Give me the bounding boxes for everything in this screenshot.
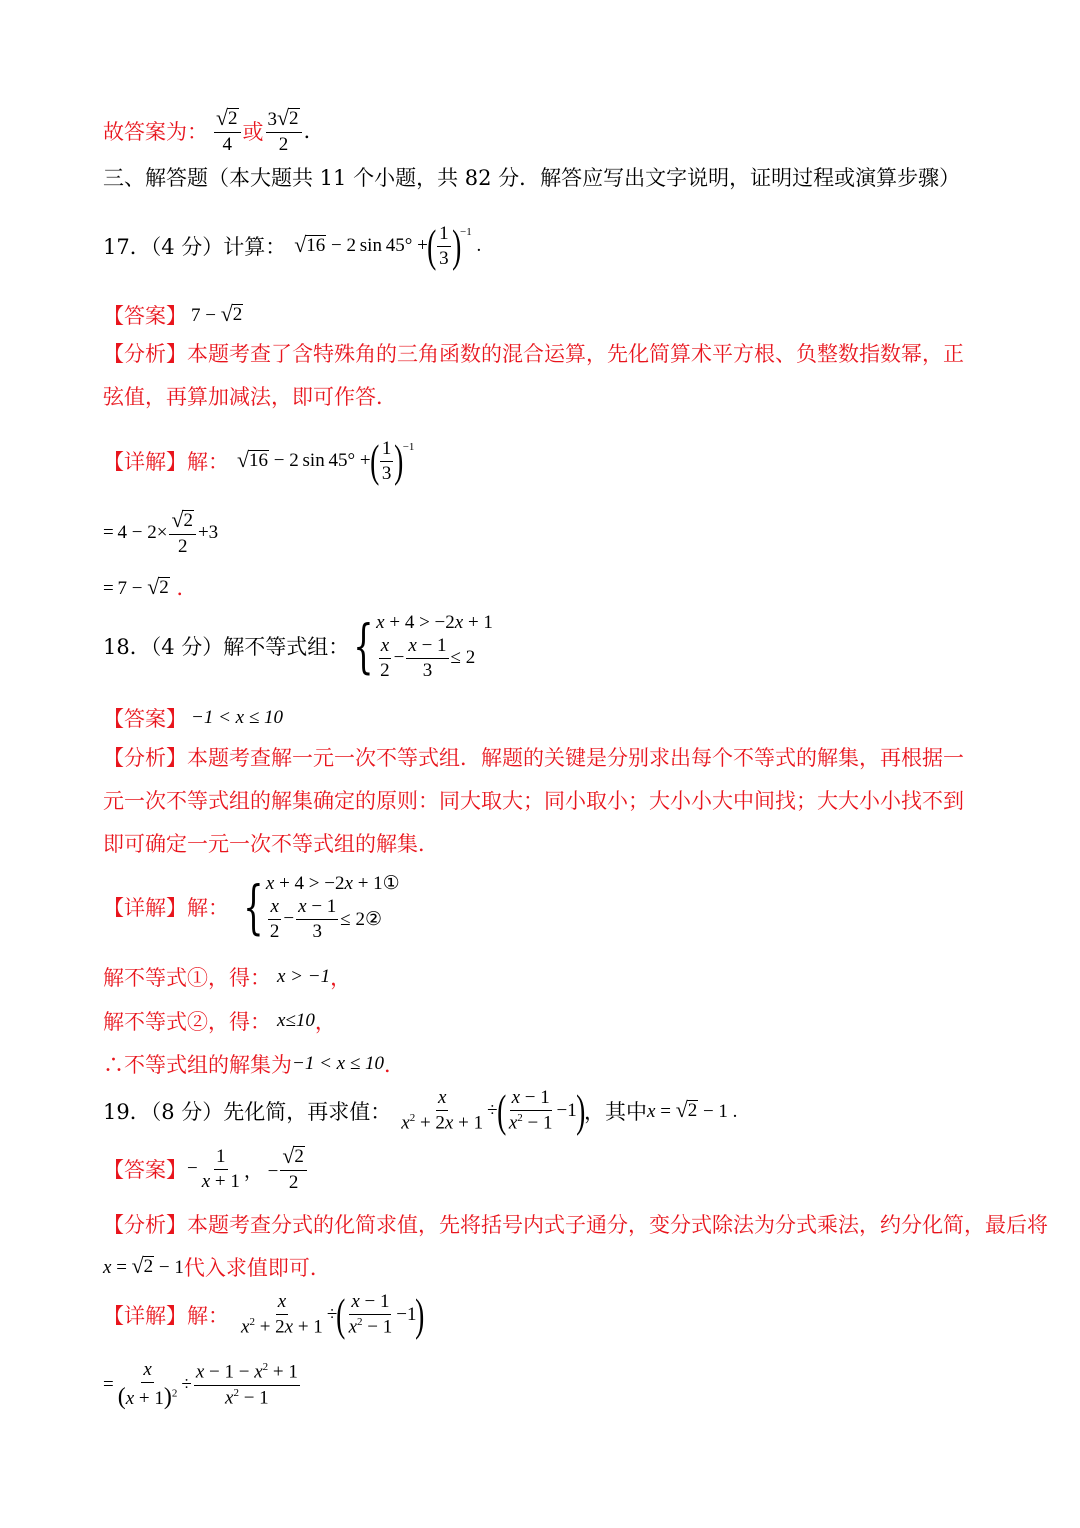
q18-step1-prefix: 解不等式①，得： bbox=[103, 966, 271, 990]
q17-answer-tag: 【答案】 bbox=[103, 304, 187, 328]
fraction-sqrt2-over-4: √ 2 4 bbox=[214, 108, 241, 155]
q18-detail-line: 【详解】 解： { x + 4 > −2x + 1① $\frac{x}{2}$ − $\frac{x - 1}{3}$ ≤ 2② bbox=[103, 872, 400, 942]
q18-conclusion-prefix: ∴不等式组的解集为 bbox=[103, 1053, 292, 1077]
q19-question bbox=[103, 1085, 738, 1136]
q19-analysis-line2 bbox=[103, 1252, 331, 1282]
q19-detail-prefix: 解： bbox=[187, 1304, 229, 1328]
q17-label: 17．（4 分）计算： bbox=[103, 235, 287, 259]
q19-analysis-text-2: 代入求值即可． bbox=[183, 1256, 331, 1280]
q18-answer-line bbox=[103, 703, 283, 733]
q18-analysis-text: 本题考查解一元一次不等式组．解题的关键是分别求出每个不等式的解集，再根据一元一次不等式组的解集确定的原则：同大取大；同小取小；大小小大中间找；大大小小找不到即可确定一元一次不等式组的解集． bbox=[103, 746, 964, 856]
q17-step2: = 7 − √ 2 . bbox=[103, 574, 184, 600]
q19-answer-line bbox=[103, 1146, 309, 1193]
previous-answer-line bbox=[103, 108, 310, 155]
q18-detail-system: x + 4 > −2x + 1① $\frac{x}{2}$ − $\frac{x - 1}{3}$ ≤ 2② bbox=[265, 873, 400, 942]
q18-system: x + 4 > −2x + 1 $\frac{x}{2}$ − $\frac{x - 1}{3}$ ≤ 2 bbox=[376, 612, 493, 681]
q17-analysis-tag: 【分析】 bbox=[103, 342, 187, 366]
q17-answer-line bbox=[103, 300, 243, 330]
q19-analysis-line1 bbox=[103, 1209, 1048, 1239]
comma: ， bbox=[330, 966, 352, 990]
q17-answer: 7 − √ 2 bbox=[191, 301, 243, 326]
q18-conclusion bbox=[103, 1049, 405, 1079]
q17-analysis-text: 本题考查了含特殊角的三角函数的混合运算，先化简算术平方根、负整数指数幂，正弦值，再算加减法，即可作答． bbox=[103, 342, 964, 409]
period: . bbox=[303, 119, 311, 144]
q18-detail-tag: 【详解】 bbox=[103, 895, 187, 920]
q18-label: 18．（4 分）解不等式组： bbox=[103, 635, 350, 660]
q19-detail-expression: $\frac{x}{x^2 + 2x + 1}$ ÷ ( $\frac{x - 1}{x^2 - 1}$ −1 ) bbox=[241, 1289, 425, 1340]
q18-step2-math: x≤10 bbox=[277, 1010, 315, 1031]
q19-x-value: x = √ 2 − 1 . bbox=[647, 1097, 738, 1122]
q19-step1: = $\frac{x}{(x + 1)^2}$ ÷ $\frac{x - 1 - x^2 + 1}{x^2 - 1}$ bbox=[103, 1359, 298, 1410]
comma: ， bbox=[314, 1010, 336, 1034]
q18-answer-tag: 【答案】 bbox=[103, 707, 187, 731]
q18-step1 bbox=[103, 962, 351, 992]
q19-expression: $\frac{x}{x^2 + 2x + 1}$ ÷ ( $\frac{x - 1}{x^2 - 1}$ −1 ) bbox=[401, 1085, 585, 1136]
q17-detail-prefix: 解： bbox=[187, 450, 229, 474]
q18-question: 18．（4 分）解不等式组： { x + 4 > −2x + 1 $\frac{x}{2}$ − $\frac{x - 1}{3}$ ≤ 2 bbox=[103, 612, 493, 681]
q18-step2-prefix: 解不等式②，得： bbox=[103, 1010, 271, 1034]
q19-answer: − $\frac{1}{x + 1}$ ， − √ 2 2 bbox=[187, 1146, 309, 1193]
q19-label: 19．（8 分）先化简，再求值： bbox=[103, 1100, 392, 1124]
q18-detail-prefix: 解： bbox=[187, 895, 229, 920]
q18-analysis-tag: 【分析】 bbox=[103, 746, 187, 770]
q17-detail-expression: √ 16 − 2 sin 45° + ( $\frac{1}{3}$ ) −1 bbox=[237, 435, 415, 486]
or-text: 或 bbox=[242, 120, 264, 145]
q19-where: ，其中 bbox=[584, 1100, 648, 1124]
q17-analysis bbox=[103, 333, 975, 419]
answer-prefix: 故答案为： bbox=[103, 120, 208, 145]
q18-analysis bbox=[103, 737, 975, 866]
period: ． bbox=[384, 1053, 406, 1077]
q19-analysis-math: x = √ 2 − 1 bbox=[103, 1253, 184, 1278]
q17-question bbox=[103, 220, 482, 271]
q19-detail-line bbox=[103, 1289, 425, 1340]
q19-analysis-tag: 【分析】 bbox=[103, 1213, 187, 1237]
q17-detail-tag: 【详解】 bbox=[103, 450, 187, 474]
q18-conclusion-math: −1 < x ≤ 10 bbox=[292, 1053, 385, 1074]
q17-expression: √ 16 − 2 sin 45° + ( $\frac{1}{3}$ ) −1 . bbox=[294, 220, 482, 271]
fraction-3sqrt2-over-2: 3 √ 2 2 bbox=[266, 108, 302, 155]
q17-step1: = 4 − 2× √ 2 2 +3 bbox=[103, 508, 219, 557]
q18-step2 bbox=[103, 1006, 336, 1036]
q19-analysis-text-1: 本题考查分式的化简求值，先将括号内式子通分，变分式除法为分式乘法，约分化简，最后将 bbox=[187, 1213, 1048, 1237]
section-header: 三、解答题（本大题共 11 个小题，共 82 分．解答应写出文字说明，证明过程或演算步骤） bbox=[103, 166, 961, 190]
q18-step1-math: x > −1 bbox=[277, 966, 331, 987]
q18-answer: −1 < x ≤ 10 bbox=[191, 707, 284, 728]
q19-answer-tag: 【答案】 bbox=[103, 1158, 187, 1183]
q17-detail-line bbox=[103, 435, 415, 486]
q19-detail-tag: 【详解】 bbox=[103, 1304, 187, 1328]
